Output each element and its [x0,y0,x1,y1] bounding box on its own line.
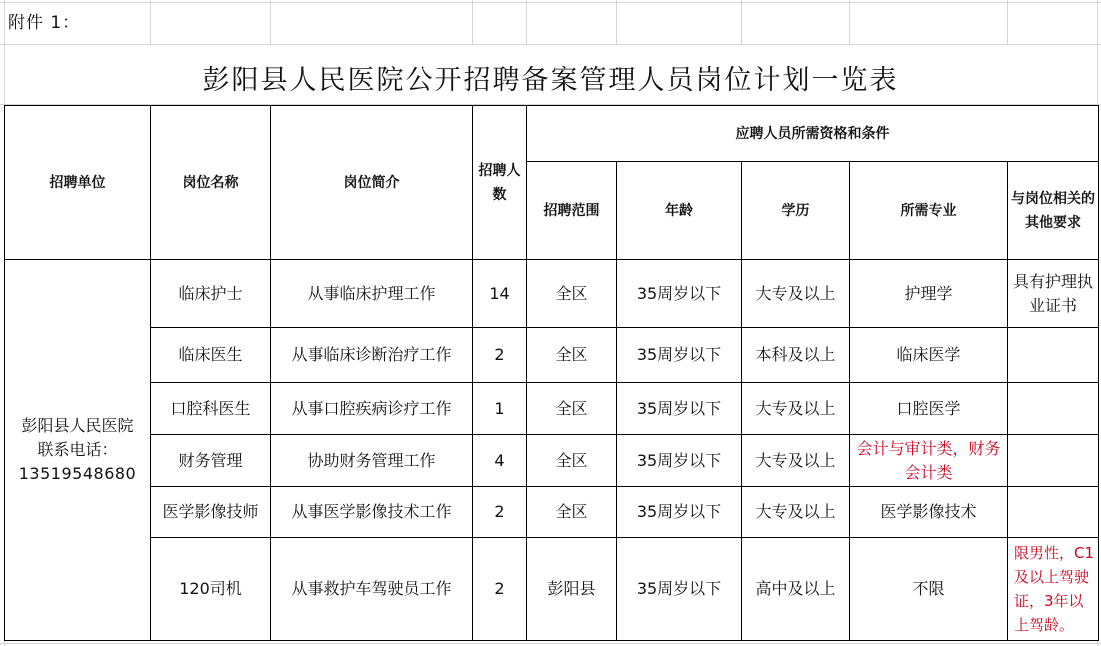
unit-contact-label: 联系电话： [37,440,118,459]
table-row [5,487,1099,538]
attachment-label: 附件 1： [8,13,81,33]
age-cell: 35周岁以下 [617,328,742,383]
count-cell: 2 [473,328,527,383]
other-cell: 具有护理执业证书 [1008,260,1099,328]
count-cell: 2 [473,487,527,538]
other-cell-highlighted: 限男性，C1及以上驾驶证，3年以上驾龄。 [1008,538,1099,641]
header-count: 招聘人数 [473,106,527,260]
scope-cell: 全区 [527,487,617,538]
scope-cell: 全区 [527,328,617,383]
position-cell: 临床医生 [151,328,271,383]
header-age: 年龄 [617,162,742,260]
count-cell: 1 [473,383,527,435]
major-cell: 口腔医学 [850,383,1008,435]
position-cell: 口腔科医生 [151,383,271,435]
count-cell: 4 [473,435,527,487]
table-row [5,435,1099,487]
count-cell: 2 [473,538,527,641]
education-cell: 高中及以上 [742,538,850,641]
table-row [5,328,1099,383]
major-cell-highlighted: 会计与审计类，财务会计类 [850,435,1008,487]
other-cell [1008,487,1099,538]
position-cell: 医学影像技师 [151,487,271,538]
description-cell: 从事临床诊断治疗工作 [271,328,473,383]
age-cell: 35周岁以下 [617,538,742,641]
position-cell: 财务管理 [151,435,271,487]
header-other: 与岗位相关的其他要求 [1008,162,1099,260]
age-cell: 35周岁以下 [617,435,742,487]
age-cell: 35周岁以下 [617,487,742,538]
description-cell: 从事救护车驾驶员工作 [271,538,473,641]
major-cell: 医学影像技术 [850,487,1008,538]
education-cell: 本科及以上 [742,328,850,383]
position-plan-table [4,105,1099,641]
header-position: 岗位名称 [151,106,271,260]
position-cell: 120司机 [151,538,271,641]
major-cell: 护理学 [850,260,1008,328]
table-row [5,538,1099,641]
header-qualifications: 应聘人员所需资格和条件 [527,106,1099,162]
count-cell: 14 [473,260,527,328]
scope-cell: 全区 [527,260,617,328]
header-description: 岗位简介 [271,106,473,260]
major-cell: 不限 [850,538,1008,641]
unit-name: 彭阳县人民医院 [21,416,134,435]
other-cell [1008,328,1099,383]
header-scope: 招聘范围 [527,162,617,260]
education-cell: 大专及以上 [742,435,850,487]
position-cell: 临床护士 [151,260,271,328]
education-cell: 大专及以上 [742,383,850,435]
education-cell: 大专及以上 [742,260,850,328]
other-cell [1008,383,1099,435]
scope-cell: 全区 [527,435,617,487]
major-cell: 临床医学 [850,328,1008,383]
age-cell: 35周岁以下 [617,260,742,328]
table-row [5,383,1099,435]
header-education: 学历 [742,162,850,260]
scope-cell: 全区 [527,383,617,435]
description-cell: 从事口腔疾病诊疗工作 [271,383,473,435]
description-cell: 从事医学影像技术工作 [271,487,473,538]
unit-cell [5,260,151,641]
header-major: 所需专业 [850,162,1008,260]
table-row [5,260,1099,328]
education-cell: 大专及以上 [742,487,850,538]
header-unit: 招聘单位 [5,106,151,260]
other-cell [1008,435,1099,487]
description-cell: 从事临床护理工作 [271,260,473,328]
document-title: 彭阳县人民医院公开招聘备案管理人员岗位计划一览表 [202,65,899,96]
scope-cell: 彭阳县 [527,538,617,641]
unit-phone: 13519548680 [18,464,137,483]
age-cell: 35周岁以下 [617,383,742,435]
description-cell: 协助财务管理工作 [271,435,473,487]
